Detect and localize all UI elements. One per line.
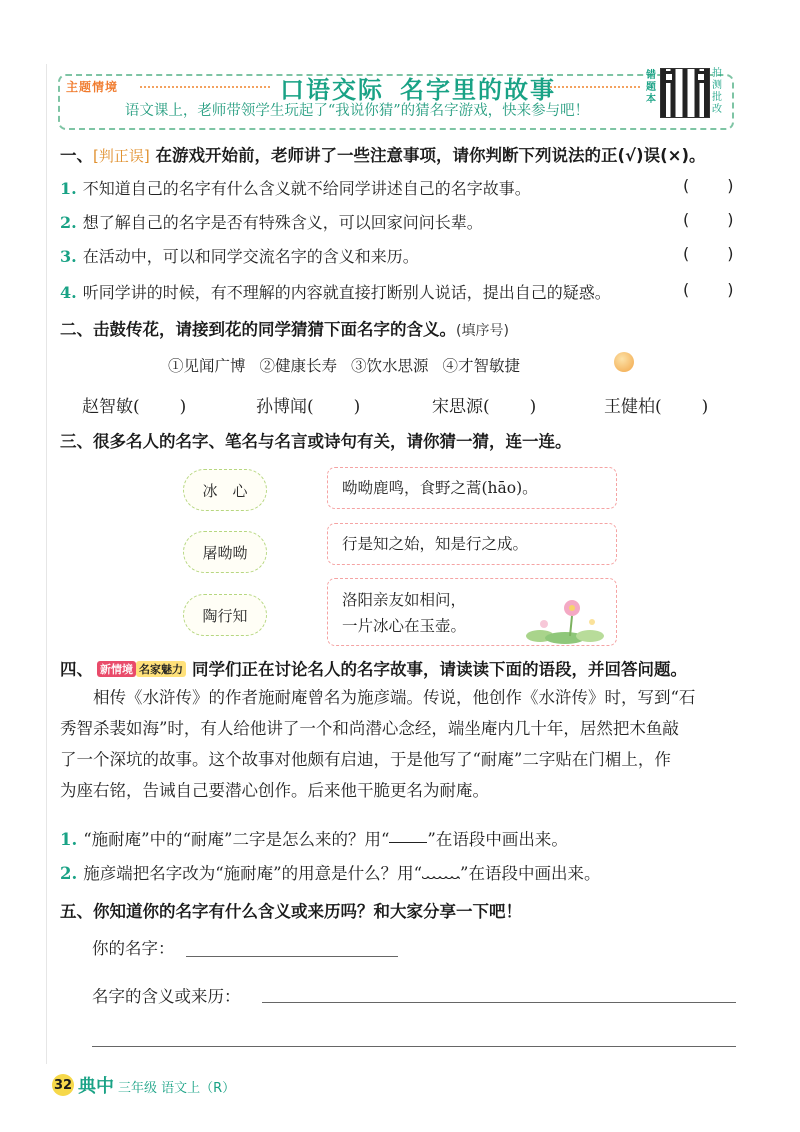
paren-open: ( [683, 210, 690, 229]
section4-prefix: 四、 [60, 660, 93, 679]
straight-underline-mark [389, 842, 427, 843]
tag-bracket-open: [ [93, 147, 99, 165]
new-context-badge: 新情境 [97, 661, 136, 677]
name-meaning-label: 名字的含义或来历： [92, 987, 241, 1006]
section4-title [60, 656, 687, 680]
name-meaning-input-line-2[interactable] [92, 1046, 736, 1047]
header-subtitle: 语文课上，老师带领学生玩起了“我说你猜”的猜名字游戏，快来参与吧！ [124, 103, 590, 119]
reading-passage [60, 682, 740, 806]
item-number: 3. [60, 247, 77, 266]
paren-close: ) [727, 244, 734, 263]
paren-open: ( [683, 176, 690, 195]
item-number: 2. [60, 213, 77, 232]
qr-right-label: 拍测批改 [712, 68, 722, 115]
name-blank-3[interactable] [432, 392, 536, 417]
section1-item [60, 280, 611, 303]
paren-close: ) [727, 210, 734, 229]
section1-item [60, 210, 483, 233]
paren-close: ) [529, 397, 537, 417]
quote-line: 呦呦鹿鸣，食野之蒿(hāo)。 [342, 479, 538, 497]
passage-line: 秀智杀裴如海”时，有人给他讲了一个和尚潜心念经，端坐庵内几十年，居然把木鱼敲 [60, 719, 679, 738]
section1-title [60, 142, 705, 166]
paren-close: ) [179, 397, 187, 417]
name-blank-1[interactable] [82, 392, 186, 417]
section2-title [60, 316, 509, 340]
option-list [168, 354, 534, 376]
brand-logo: 典中 [78, 1076, 114, 1097]
name-meaning-input-line[interactable] [262, 1002, 736, 1003]
section4-question-2 [60, 860, 600, 884]
hot-air-balloon-icon [614, 352, 634, 372]
theme-tag: 主题情境 [66, 80, 119, 94]
option-item: ④才智敏捷 [442, 357, 521, 375]
section4-instruction: 同学们正在讨论名人的名字故事，请读读下面的语段，并回答问题。 [192, 660, 687, 679]
flower-decoration-icon [520, 596, 610, 644]
quote-line: 洛阳亲友如相问， [342, 591, 467, 609]
paren-close: ) [701, 397, 709, 417]
person-pill[interactable]: 屠呦呦 [183, 531, 267, 573]
section5-title: 五、你知道你的名字有什么含义或来历吗？和大家分享一下吧！ [60, 902, 522, 921]
person-pill[interactable]: 陶行知 [183, 594, 267, 636]
section3-title: 三、很多名人的名字、笔名与名言或诗句有关，请你猜一猜，连一连。 [60, 432, 572, 451]
answer-paren-2[interactable] [683, 210, 734, 229]
paren-close: ) [727, 176, 734, 195]
name-label: 孙博闻( [256, 397, 314, 417]
wavy-underline-mark [422, 875, 460, 881]
section2-note: (填序号) [456, 323, 509, 339]
item-number: 4. [60, 283, 77, 302]
option-item: ③饮水思源 [351, 357, 429, 375]
qr-code-icon[interactable] [660, 68, 710, 118]
item-text: 在活动中，可以和同学交流名字的含义和来历。 [82, 247, 419, 266]
passage-line: 为座右铭，告诫自己要潜心创作。后来他干脆更名为耐庵。 [60, 781, 489, 800]
item-text: 想了解自己的名字是否有特殊含义，可以回家问问长辈。 [82, 213, 483, 232]
quote-line: 行是知之始，知是行之成。 [342, 535, 529, 553]
question-text: ”在语段中画出来。 [460, 864, 601, 883]
your-name-label: 你的名字： [92, 939, 175, 958]
footer-grade-text: 三年级 语文上（R） [118, 1081, 236, 1096]
name-blank-4[interactable] [604, 392, 708, 417]
paren-open: ( [683, 244, 690, 263]
tag-bracket-close: ] [143, 147, 150, 165]
section1-item [60, 176, 531, 199]
answer-paren-1[interactable] [683, 176, 734, 195]
quote-line: 一片冰心在玉壶。 [342, 617, 467, 635]
name-label: 王健柏( [604, 397, 662, 417]
question-text: ”在语段中画出来。 [427, 830, 568, 849]
section1-prefix: 一、 [60, 146, 93, 165]
lesson-title-part2: 名字里的故事 [400, 76, 556, 104]
qr-left-label: 错题本 [646, 70, 656, 105]
name-blank-2[interactable] [256, 392, 360, 417]
lesson-title-part1: 口语交际 [280, 76, 384, 104]
item-number: 2. [60, 864, 78, 883]
header-dotted-rule-right [550, 86, 640, 88]
passage-line: 了一个深坑的故事。这个故事对他颇有启迪，于是他写了“耐庵”二字贴在门楣上，作 [60, 750, 671, 769]
answer-paren-3[interactable] [683, 244, 734, 263]
person-pill[interactable]: 冰 心 [183, 469, 267, 511]
option-item: ②健康长寿 [259, 357, 338, 375]
page-margin-rule [46, 64, 47, 1064]
paren-close: ) [353, 397, 361, 417]
your-name-input-line[interactable] [186, 956, 398, 957]
question-text: 施彦端把名字改为“施耐庵”的用意是什么？用“ [83, 864, 423, 883]
section1-tag: 判正误 [98, 147, 144, 165]
paren-open: ( [683, 280, 690, 299]
name-label: 宋思源( [432, 397, 490, 417]
item-number: 1. [60, 179, 77, 198]
answer-paren-4[interactable] [683, 280, 734, 299]
option-item: ①见闻广博 [168, 357, 246, 375]
section2-instruction: 二、击鼓传花，请接到花的同学猜猜下面名字的含义。 [60, 320, 456, 339]
paren-close: ) [727, 280, 734, 299]
item-number: 1. [60, 830, 78, 849]
item-text: 不知道自己的名字有什么含义就不给同学讲述自己的名字故事。 [82, 179, 531, 198]
passage-line: 相传《水浒传》的作者施耐庵曾名为施彦端。传说，他创作《水浒传》时，写到“石 [93, 688, 696, 707]
item-text: 听同学讲的时候，有不理解的内容就直接打断别人说话，提出自己的疑惑。 [82, 283, 611, 302]
famous-charm-badge: 名家魅力 [136, 661, 186, 677]
name-label: 赵智敏( [82, 397, 140, 417]
section1-instruction: 在游戏开始前，老师讲了一些注意事项，请你判断下列说法的正(√)误(×)。 [155, 146, 706, 165]
quote-box[interactable] [327, 467, 617, 509]
section4-question-1 [60, 826, 568, 850]
quote-box[interactable] [327, 523, 617, 565]
page-number: 32 [52, 1074, 74, 1096]
header-dotted-rule-left [140, 86, 270, 88]
question-text: “施耐庵”中的“耐庵”二字是怎么来的？用“ [83, 830, 390, 849]
section1-item [60, 244, 419, 267]
